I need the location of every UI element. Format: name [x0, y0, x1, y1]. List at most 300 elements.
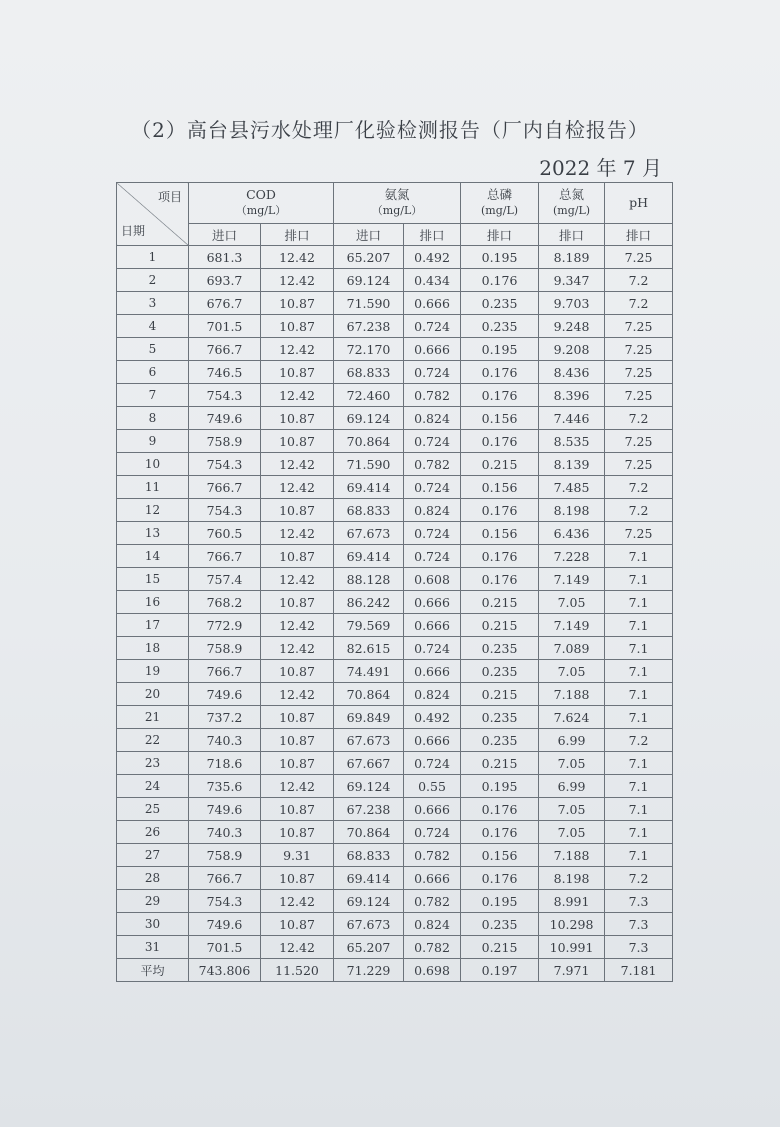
- cell-ph-outlet: 7.25: [605, 384, 673, 407]
- cell-tp-outlet: 0.215: [461, 936, 539, 959]
- cell-tn-outlet: 8.535: [539, 430, 605, 453]
- table-row: [117, 545, 673, 568]
- cell-ammonia-inlet: 69.124: [334, 775, 404, 798]
- table-row: [117, 246, 673, 269]
- group-header-total-nitrogen: [539, 183, 605, 224]
- cell-day: 27: [117, 844, 189, 867]
- cell-ammonia-inlet: 69.849: [334, 706, 404, 729]
- cell-cod-outlet: 10.87: [261, 292, 334, 315]
- cell-tn-outlet: 8.991: [539, 890, 605, 913]
- cell-ammonia-inlet: 67.238: [334, 798, 404, 821]
- cell-tn-outlet: 8.198: [539, 499, 605, 522]
- cell-ph-outlet: 7.1: [605, 614, 673, 637]
- cell-ph-outlet: 7.25: [605, 315, 673, 338]
- cell-tp-outlet: 0.235: [461, 637, 539, 660]
- subheader-tp-outlet: 排口: [461, 224, 539, 246]
- group-unit-total-phosphorus: (mg/L): [480, 204, 519, 217]
- table-row: [117, 430, 673, 453]
- cell-cod-outlet: 10.87: [261, 361, 334, 384]
- cell-ammonia-inlet: 67.673: [334, 522, 404, 545]
- cell-ammonia-outlet: 0.724: [404, 752, 461, 775]
- cell-ph-outlet: 7.2: [605, 407, 673, 430]
- cell-day: 10: [117, 453, 189, 476]
- cell-ammonia-outlet: 0.724: [404, 522, 461, 545]
- cell-ph-outlet: 7.25: [605, 430, 673, 453]
- group-name-ammonia: 氨氮: [384, 187, 410, 202]
- cell-ph-outlet: 7.1: [605, 591, 673, 614]
- cell-day: 15: [117, 568, 189, 591]
- cell-tn-outlet: 8.396: [539, 384, 605, 407]
- table-row: [117, 821, 673, 844]
- cell-cod-inlet: 768.2: [189, 591, 261, 614]
- table-row: [117, 407, 673, 430]
- cell-day: 13: [117, 522, 189, 545]
- cell-tn-outlet: 7.149: [539, 614, 605, 637]
- cell-ammonia-outlet: 0.55: [404, 775, 461, 798]
- table-row: [117, 752, 673, 775]
- table-row: [117, 315, 673, 338]
- cell-tp-outlet: 0.215: [461, 683, 539, 706]
- cell-ammonia-outlet: 0.782: [404, 453, 461, 476]
- cell-ammonia-outlet: 0.824: [404, 913, 461, 936]
- cell-tp-outlet: 0.156: [461, 476, 539, 499]
- cell-tn-outlet: 9.248: [539, 315, 605, 338]
- cell-cod-inlet: 749.6: [189, 798, 261, 821]
- cell-tp-outlet: 0.235: [461, 706, 539, 729]
- cell-tn-outlet: 7.188: [539, 844, 605, 867]
- subheader-ammonia-outlet: 排口: [404, 224, 461, 246]
- cell-ammonia-inlet: 71.229: [334, 959, 404, 982]
- cell-cod-inlet: 746.5: [189, 361, 261, 384]
- cell-cod-inlet: 740.3: [189, 729, 261, 752]
- cell-ammonia-outlet: 0.724: [404, 430, 461, 453]
- cell-ammonia-inlet: 71.590: [334, 292, 404, 315]
- cell-cod-inlet: 676.7: [189, 292, 261, 315]
- cell-tn-outlet: 7.624: [539, 706, 605, 729]
- cell-ammonia-outlet: 0.782: [404, 936, 461, 959]
- cell-cod-outlet: 10.87: [261, 591, 334, 614]
- cell-cod-outlet: 12.42: [261, 476, 334, 499]
- cell-day: 3: [117, 292, 189, 315]
- cell-ammonia-outlet: 0.666: [404, 338, 461, 361]
- cell-ammonia-outlet: 0.824: [404, 407, 461, 430]
- cell-tn-outlet: 7.446: [539, 407, 605, 430]
- cell-tn-outlet: 7.05: [539, 591, 605, 614]
- cell-tn-outlet: 6.99: [539, 775, 605, 798]
- cell-ammonia-inlet: 69.414: [334, 545, 404, 568]
- cell-tp-outlet: 0.195: [461, 775, 539, 798]
- cell-tp-outlet: 0.176: [461, 384, 539, 407]
- cell-ammonia-outlet: 0.824: [404, 683, 461, 706]
- cell-ph-outlet: 7.2: [605, 292, 673, 315]
- cell-ph-outlet: 7.2: [605, 499, 673, 522]
- cell-day: 21: [117, 706, 189, 729]
- cell-cod-inlet: 749.6: [189, 683, 261, 706]
- table-row: [117, 522, 673, 545]
- table-row: [117, 338, 673, 361]
- cell-ph-outlet: 7.1: [605, 752, 673, 775]
- cell-tn-outlet: 7.188: [539, 683, 605, 706]
- cell-day: 平均: [117, 959, 189, 982]
- table-row: [117, 499, 673, 522]
- cell-ph-outlet: 7.1: [605, 775, 673, 798]
- cell-cod-outlet: 10.87: [261, 798, 334, 821]
- table-row: [117, 269, 673, 292]
- cell-ammonia-outlet: 0.608: [404, 568, 461, 591]
- cell-day: 7: [117, 384, 189, 407]
- cell-ammonia-outlet: 0.492: [404, 246, 461, 269]
- cell-cod-inlet: 737.2: [189, 706, 261, 729]
- table-row: [117, 476, 673, 499]
- cell-ph-outlet: 7.25: [605, 246, 673, 269]
- group-header-total-phosphorus: [461, 183, 539, 224]
- cell-day: 16: [117, 591, 189, 614]
- cell-ph-outlet: 7.1: [605, 706, 673, 729]
- cell-cod-inlet: 758.9: [189, 637, 261, 660]
- cell-tn-outlet: 10.298: [539, 913, 605, 936]
- table-row: [117, 867, 673, 890]
- cell-ammonia-inlet: 70.864: [334, 683, 404, 706]
- cell-cod-outlet: 12.42: [261, 936, 334, 959]
- cell-tp-outlet: 0.215: [461, 453, 539, 476]
- cell-tp-outlet: 0.195: [461, 246, 539, 269]
- cell-ammonia-outlet: 0.782: [404, 890, 461, 913]
- cell-ammonia-inlet: 71.590: [334, 453, 404, 476]
- cell-cod-outlet: 12.42: [261, 246, 334, 269]
- cell-ph-outlet: 7.25: [605, 361, 673, 384]
- group-header-ph: [605, 183, 673, 224]
- cell-day: 9: [117, 430, 189, 453]
- header-row-subheaders: [117, 224, 673, 246]
- cell-ammonia-inlet: 69.414: [334, 476, 404, 499]
- cell-ph-outlet: 7.3: [605, 890, 673, 913]
- cell-tp-outlet: 0.235: [461, 315, 539, 338]
- cell-cod-inlet: 766.7: [189, 867, 261, 890]
- cell-tp-outlet: 0.215: [461, 752, 539, 775]
- cell-cod-outlet: 10.87: [261, 821, 334, 844]
- cell-day: 18: [117, 637, 189, 660]
- cell-day: 1: [117, 246, 189, 269]
- cell-cod-inlet: 740.3: [189, 821, 261, 844]
- cell-cod-outlet: 10.87: [261, 545, 334, 568]
- report-title: （2）高台县污水处理厂化验检测报告（厂内自检报告）: [131, 118, 649, 142]
- cell-ammonia-outlet: 0.724: [404, 545, 461, 568]
- subheader-tn-outlet: 排口: [539, 224, 605, 246]
- cell-tn-outlet: 8.198: [539, 867, 605, 890]
- cell-cod-inlet: 749.6: [189, 407, 261, 430]
- cell-ammonia-outlet: 0.492: [404, 706, 461, 729]
- cell-day: 30: [117, 913, 189, 936]
- cell-ph-outlet: 7.2: [605, 729, 673, 752]
- cell-cod-inlet: 749.6: [189, 913, 261, 936]
- cell-cod-outlet: 10.87: [261, 706, 334, 729]
- cell-tn-outlet: 7.228: [539, 545, 605, 568]
- cell-tn-outlet: 8.436: [539, 361, 605, 384]
- cell-ammonia-outlet: 0.724: [404, 821, 461, 844]
- cell-ammonia-outlet: 0.782: [404, 844, 461, 867]
- cell-ph-outlet: 7.25: [605, 522, 673, 545]
- cell-day: 24: [117, 775, 189, 798]
- cell-ammonia-outlet: 0.666: [404, 591, 461, 614]
- cell-tn-outlet: 7.149: [539, 568, 605, 591]
- cell-tp-outlet: 0.195: [461, 890, 539, 913]
- cell-cod-inlet: 772.9: [189, 614, 261, 637]
- header-row-groups: [117, 183, 673, 224]
- cell-day: 4: [117, 315, 189, 338]
- cell-cod-outlet: 12.42: [261, 775, 334, 798]
- cell-day: 14: [117, 545, 189, 568]
- cell-ammonia-inlet: 79.569: [334, 614, 404, 637]
- cell-tp-outlet: 0.176: [461, 821, 539, 844]
- table-row: [117, 453, 673, 476]
- cell-cod-outlet: 10.87: [261, 315, 334, 338]
- cell-cod-inlet: 754.3: [189, 384, 261, 407]
- cell-tp-outlet: 0.156: [461, 522, 539, 545]
- cell-cod-inlet: 757.4: [189, 568, 261, 591]
- table-row: [117, 568, 673, 591]
- cell-ammonia-outlet: 0.666: [404, 867, 461, 890]
- cell-tn-outlet: 9.347: [539, 269, 605, 292]
- cell-ammonia-outlet: 0.666: [404, 660, 461, 683]
- cell-cod-inlet: 718.6: [189, 752, 261, 775]
- group-unit-total-nitrogen: (mg/L): [552, 204, 591, 217]
- cell-ammonia-inlet: 68.833: [334, 361, 404, 384]
- cell-ammonia-inlet: 67.673: [334, 913, 404, 936]
- cell-ammonia-inlet: 70.864: [334, 821, 404, 844]
- cell-cod-outlet: 12.42: [261, 683, 334, 706]
- cell-cod-outlet: 10.87: [261, 407, 334, 430]
- subheader-cod-outlet: 排口: [261, 224, 334, 246]
- cell-tn-outlet: 7.05: [539, 821, 605, 844]
- cell-cod-inlet: 766.7: [189, 660, 261, 683]
- cell-tp-outlet: 0.215: [461, 614, 539, 637]
- cell-cod-inlet: 754.3: [189, 890, 261, 913]
- cell-cod-outlet: 12.42: [261, 522, 334, 545]
- cell-cod-outlet: 12.42: [261, 269, 334, 292]
- cell-tn-outlet: 9.208: [539, 338, 605, 361]
- cell-ammonia-inlet: 70.864: [334, 430, 404, 453]
- cell-day: 8: [117, 407, 189, 430]
- cell-ph-outlet: 7.1: [605, 637, 673, 660]
- cell-day: 6: [117, 361, 189, 384]
- cell-cod-inlet: 766.7: [189, 476, 261, 499]
- cell-tn-outlet: 10.991: [539, 936, 605, 959]
- cell-ammonia-outlet: 0.666: [404, 292, 461, 315]
- group-name-total-nitrogen: 总氮: [559, 187, 585, 202]
- cell-tp-outlet: 0.176: [461, 568, 539, 591]
- cell-ammonia-outlet: 0.666: [404, 614, 461, 637]
- cell-day: 23: [117, 752, 189, 775]
- cell-tp-outlet: 0.176: [461, 545, 539, 568]
- cell-ph-outlet: 7.2: [605, 476, 673, 499]
- table-row: [117, 798, 673, 821]
- cell-tp-outlet: 0.195: [461, 338, 539, 361]
- cell-cod-inlet: 758.9: [189, 844, 261, 867]
- cell-ammonia-outlet: 0.724: [404, 637, 461, 660]
- cell-cod-inlet: 743.806: [189, 959, 261, 982]
- cell-cod-outlet: 10.87: [261, 913, 334, 936]
- table-row: [117, 913, 673, 936]
- cell-ph-outlet: 7.2: [605, 867, 673, 890]
- cell-day: 25: [117, 798, 189, 821]
- cell-tp-outlet: 0.176: [461, 867, 539, 890]
- cell-ammonia-inlet: 67.673: [334, 729, 404, 752]
- cell-cod-outlet: 12.42: [261, 338, 334, 361]
- cell-ph-outlet: 7.2: [605, 269, 673, 292]
- cell-cod-inlet: 758.9: [189, 430, 261, 453]
- cell-tp-outlet: 0.176: [461, 430, 539, 453]
- cell-cod-outlet: 12.42: [261, 637, 334, 660]
- cell-tp-outlet: 0.235: [461, 913, 539, 936]
- cell-tn-outlet: 7.485: [539, 476, 605, 499]
- cell-ph-outlet: 7.1: [605, 568, 673, 591]
- cell-tn-outlet: 8.189: [539, 246, 605, 269]
- cell-ammonia-inlet: 69.124: [334, 890, 404, 913]
- cell-cod-outlet: 10.87: [261, 867, 334, 890]
- cell-ammonia-outlet: 0.666: [404, 798, 461, 821]
- cell-day: 17: [117, 614, 189, 637]
- cell-ammonia-inlet: 67.238: [334, 315, 404, 338]
- cell-tn-outlet: 8.139: [539, 453, 605, 476]
- table-row: [117, 890, 673, 913]
- cell-cod-outlet: 12.42: [261, 890, 334, 913]
- cell-ammonia-outlet: 0.724: [404, 315, 461, 338]
- cell-ammonia-inlet: 69.414: [334, 867, 404, 890]
- cell-cod-inlet: 754.3: [189, 453, 261, 476]
- cell-cod-outlet: 9.31: [261, 844, 334, 867]
- cell-ph-outlet: 7.25: [605, 453, 673, 476]
- cell-cod-outlet: 10.87: [261, 430, 334, 453]
- cell-ph-outlet: 7.1: [605, 545, 673, 568]
- cell-ammonia-outlet: 0.724: [404, 476, 461, 499]
- cell-ph-outlet: 7.3: [605, 913, 673, 936]
- cell-cod-outlet: 12.42: [261, 568, 334, 591]
- cell-ammonia-inlet: 69.124: [334, 407, 404, 430]
- group-name-total-phosphorus: 总磷: [487, 187, 513, 202]
- cell-day: 5: [117, 338, 189, 361]
- cell-tp-outlet: 0.235: [461, 292, 539, 315]
- table-row: [117, 706, 673, 729]
- cell-tp-outlet: 0.176: [461, 361, 539, 384]
- cell-cod-outlet: 10.87: [261, 660, 334, 683]
- cell-ph-outlet: 7.1: [605, 821, 673, 844]
- cell-ph-outlet: 7.1: [605, 844, 673, 867]
- cell-day: 26: [117, 821, 189, 844]
- cell-ammonia-inlet: 69.124: [334, 269, 404, 292]
- cell-tn-outlet: 7.05: [539, 798, 605, 821]
- cell-tn-outlet: 6.436: [539, 522, 605, 545]
- cell-day: 19: [117, 660, 189, 683]
- cell-day: 20: [117, 683, 189, 706]
- cell-ph-outlet: 7.1: [605, 683, 673, 706]
- cell-day: 29: [117, 890, 189, 913]
- cell-tn-outlet: 7.971: [539, 959, 605, 982]
- subheader-ammonia-inlet: 进口: [334, 224, 404, 246]
- corner-item-label: 项目: [157, 190, 182, 204]
- cell-day: 28: [117, 867, 189, 890]
- table-row: [117, 683, 673, 706]
- cell-cod-outlet: 12.42: [261, 384, 334, 407]
- cell-tn-outlet: 7.089: [539, 637, 605, 660]
- cell-ammonia-inlet: 88.128: [334, 568, 404, 591]
- table-row: [117, 775, 673, 798]
- cell-cod-outlet: 12.42: [261, 614, 334, 637]
- subheader-cod-inlet: 进口: [189, 224, 261, 246]
- table-row: [117, 591, 673, 614]
- cell-tp-outlet: 0.156: [461, 844, 539, 867]
- cell-ammonia-inlet: 67.667: [334, 752, 404, 775]
- table-row: [117, 660, 673, 683]
- cell-cod-outlet: 10.87: [261, 729, 334, 752]
- cell-tn-outlet: 6.99: [539, 729, 605, 752]
- group-header-ammonia: [334, 183, 461, 224]
- cell-cod-outlet: 10.87: [261, 752, 334, 775]
- cell-ammonia-outlet: 0.724: [404, 361, 461, 384]
- table-row: [117, 637, 673, 660]
- cell-ammonia-inlet: 72.170: [334, 338, 404, 361]
- group-name-ph: pH: [629, 195, 648, 210]
- cell-cod-inlet: 681.3: [189, 246, 261, 269]
- cell-ammonia-inlet: 68.833: [334, 844, 404, 867]
- cell-cod-inlet: 766.7: [189, 338, 261, 361]
- cell-ammonia-outlet: 0.782: [404, 384, 461, 407]
- cell-day: 22: [117, 729, 189, 752]
- cell-day: 31: [117, 936, 189, 959]
- cell-tp-outlet: 0.156: [461, 407, 539, 430]
- table-row: [117, 384, 673, 407]
- table-row: [117, 936, 673, 959]
- table-row-average: [117, 959, 673, 982]
- cell-tn-outlet: 9.703: [539, 292, 605, 315]
- table-row: [117, 361, 673, 384]
- corner-header-cell: [117, 183, 189, 246]
- table-row: [117, 729, 673, 752]
- cell-tp-outlet: 0.197: [461, 959, 539, 982]
- cell-cod-inlet: 766.7: [189, 545, 261, 568]
- cell-ammonia-inlet: 65.207: [334, 936, 404, 959]
- cell-ammonia-outlet: 0.698: [404, 959, 461, 982]
- cell-cod-outlet: 12.42: [261, 453, 334, 476]
- subheader-ph-outlet: 排口: [605, 224, 673, 246]
- cell-tp-outlet: 0.176: [461, 499, 539, 522]
- water-quality-table: [116, 182, 673, 982]
- cell-ammonia-outlet: 0.434: [404, 269, 461, 292]
- cell-day: 2: [117, 269, 189, 292]
- cell-cod-outlet: 11.520: [261, 959, 334, 982]
- cell-cod-inlet: 735.6: [189, 775, 261, 798]
- cell-tp-outlet: 0.235: [461, 660, 539, 683]
- cell-cod-inlet: 693.7: [189, 269, 261, 292]
- report-date: 2022 年 7 月: [539, 156, 662, 180]
- cell-tn-outlet: 7.05: [539, 752, 605, 775]
- cell-ammonia-inlet: 65.207: [334, 246, 404, 269]
- cell-ammonia-inlet: 68.833: [334, 499, 404, 522]
- corner-date-label: 日期: [121, 224, 146, 238]
- cell-cod-inlet: 754.3: [189, 499, 261, 522]
- cell-ph-outlet: 7.3: [605, 936, 673, 959]
- cell-ammonia-inlet: 82.615: [334, 637, 404, 660]
- cell-tp-outlet: 0.235: [461, 729, 539, 752]
- cell-ammonia-outlet: 0.666: [404, 729, 461, 752]
- group-header-cod: [189, 183, 334, 224]
- cell-cod-inlet: 760.5: [189, 522, 261, 545]
- cell-tn-outlet: 7.05: [539, 660, 605, 683]
- cell-ammonia-outlet: 0.824: [404, 499, 461, 522]
- cell-ammonia-inlet: 74.491: [334, 660, 404, 683]
- cell-cod-inlet: 701.5: [189, 936, 261, 959]
- cell-day: 12: [117, 499, 189, 522]
- cell-tp-outlet: 0.176: [461, 798, 539, 821]
